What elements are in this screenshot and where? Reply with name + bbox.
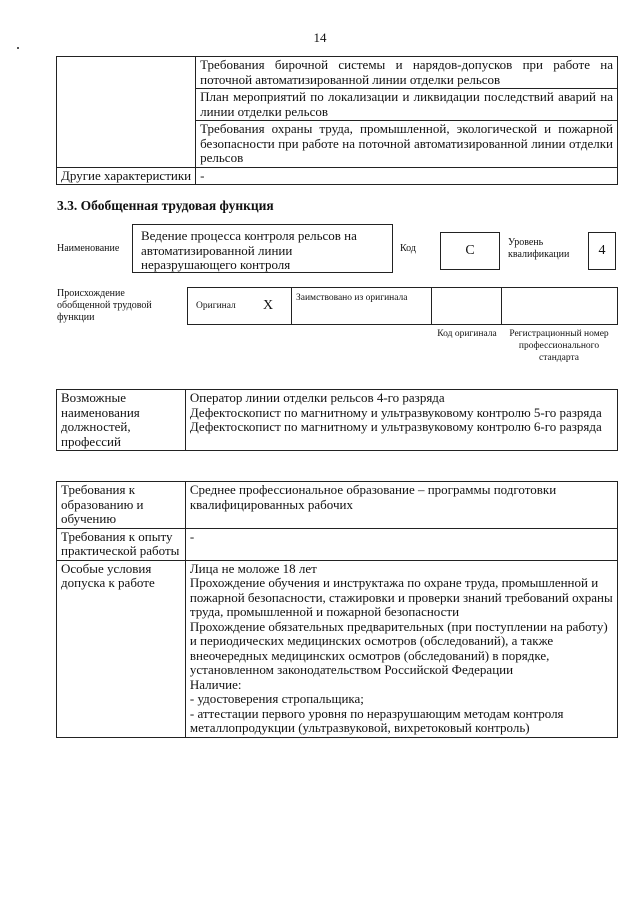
list-item: Прохождение обучения и инструктажа по охране труда, промышленной и пожарной безопасности, стажировки и проверки знаний требований охраны труда, промышленной и пожарной безопасности [189, 575, 613, 619]
table-cell: Требования бирочной системы и нарядов-допусков при работе на поточной автоматизированной линии отделки рельсов [196, 57, 618, 89]
page-number: 14 [313, 30, 327, 45]
origin-divider [501, 288, 502, 324]
list-item: - аттестации первого уровня по неразрушающим методам контроля металлопродукции (ультразвуковой, вихретоковый контроль) [189, 705, 564, 735]
origin-row [187, 287, 618, 325]
education-value: Среднее профессиональное образование – программы подготовки квалифицированных рабочих [185, 482, 617, 529]
scan-dot [17, 47, 19, 49]
qualification-level-box: 4 [588, 232, 616, 270]
function-name-box: Ведение процесса контроля рельсов на автоматизированной линии неразрушающего контроля [132, 224, 393, 273]
positions-list [185, 390, 617, 451]
code-label: Код [400, 243, 416, 254]
original-label: Оригинал [196, 301, 236, 311]
admission-list [185, 560, 617, 737]
list-item: Прохождение обязательных предварительных (при поступлении на работу) и периодических медицинских осмотров (обследований), а также внеочередных медицинских осмотров (обследований) в порядке, установленном законодательством Российской Федерации [189, 618, 608, 677]
other-characteristics-value: - [196, 167, 618, 185]
other-characteristics-label: Другие характеристики [57, 167, 196, 185]
experience-label: Требования к опыту практической работы [57, 528, 186, 560]
function-code-box: C [440, 232, 500, 270]
table-row [57, 528, 618, 560]
table-row [57, 482, 618, 529]
origin-divider [431, 288, 432, 324]
origin-label: Происхождение обобщенной трудовой функции [57, 288, 152, 323]
code-original-caption: Код оригинала [437, 329, 497, 339]
registration-number-caption: Регистрационный номер профессионального стандарта [509, 329, 609, 363]
table-cell: Требования охраны труда, промышленной, экологической и пожарной безопасности при работе на поточной автоматизированной линии отделки рельсов [196, 121, 618, 168]
list-item: Наличие: [189, 676, 242, 692]
table-row [57, 390, 618, 451]
list-item: Лица не моложе 18 лет [189, 560, 317, 576]
borrowed-label: Заимствовано из оригинала [296, 293, 408, 303]
top-table [56, 56, 618, 185]
experience-value: - [185, 528, 617, 560]
section-title: 3.3. Обобщенная трудовая функция [57, 198, 274, 213]
name-label: Наименование [57, 243, 120, 254]
education-label: Требования к образованию и обучению [57, 482, 186, 529]
list-item: Дефектоскопист по магнитному и ультразвуковому контролю 6-го разряда [189, 419, 602, 434]
positions-label: Возможные наименования должностей, профессий [57, 390, 186, 451]
level-label: Уровень квалификации [508, 237, 570, 260]
positions-table [56, 389, 618, 451]
list-item: Оператор линии отделки рельсов 4-го разряда [189, 390, 445, 405]
table-row [57, 167, 618, 185]
admission-label: Особые условия допуска к работе [57, 560, 186, 737]
table-cell: План мероприятий по локализации и ликвидации последствий аварий на линии отделки рельсов [196, 89, 618, 121]
requirements-table [56, 481, 618, 738]
origin-divider [291, 288, 292, 324]
list-item: Дефектоскопист по магнитному и ультразвуковому контролю 5-го разряда [189, 404, 602, 420]
table-row [57, 560, 618, 737]
empty-cell [57, 57, 196, 168]
list-item: - удостоверения стропальщика; [189, 691, 364, 706]
table-row [57, 57, 618, 89]
original-mark: X [263, 298, 274, 313]
